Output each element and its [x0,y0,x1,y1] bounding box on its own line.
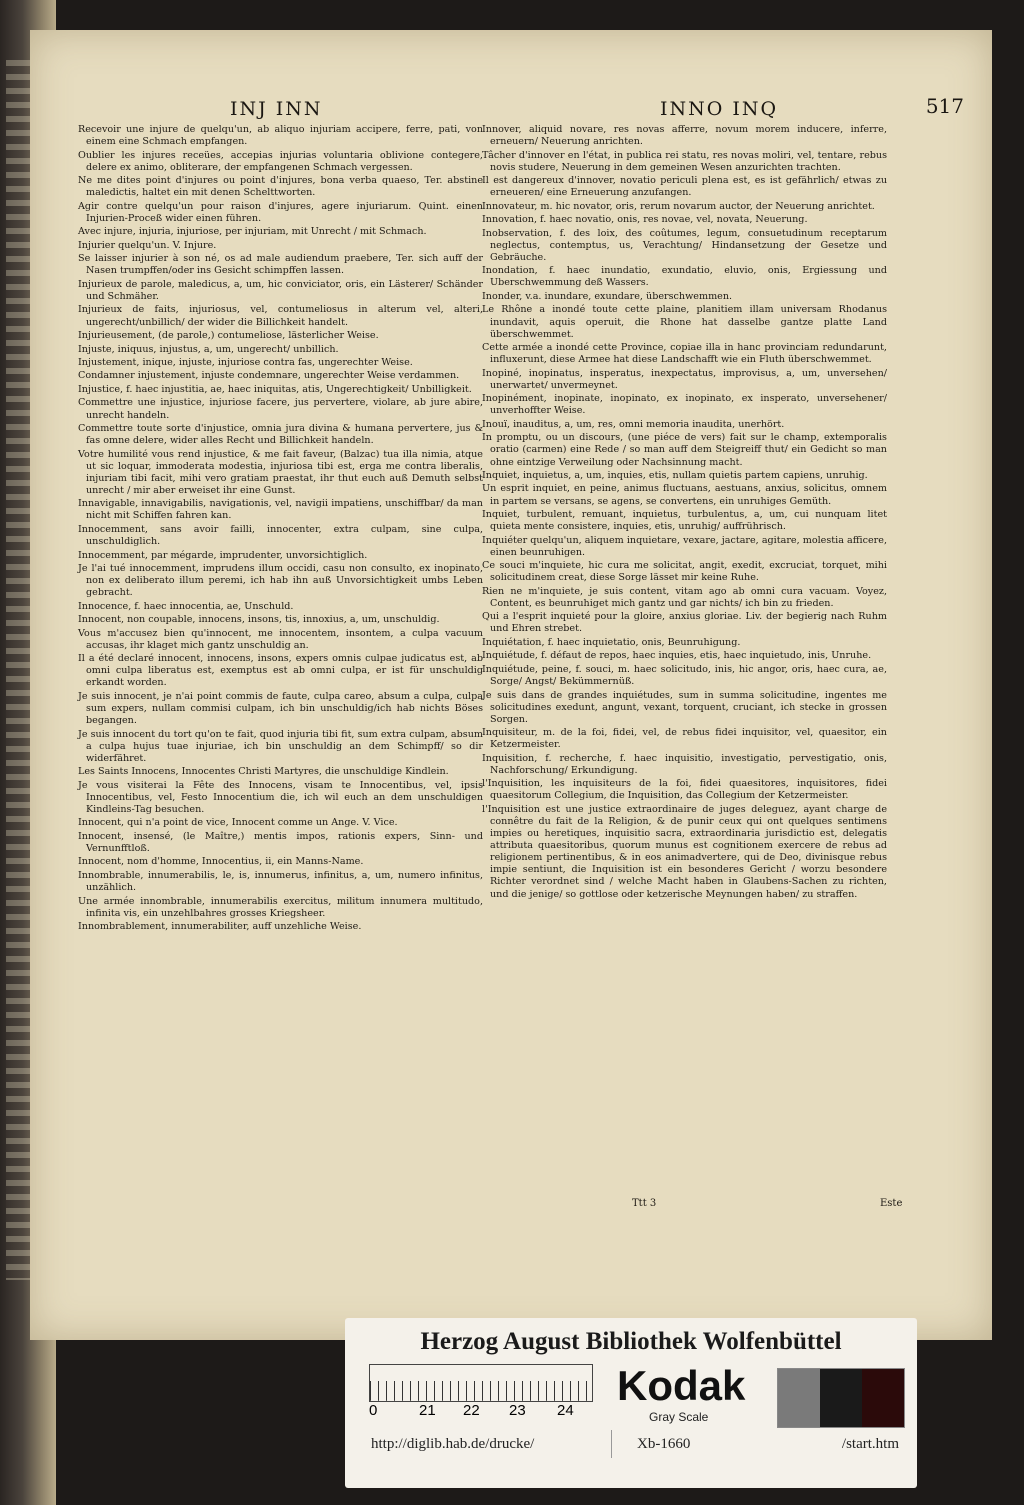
dictionary-entry: Innovateur, m. hic novator, oris, rerum novarum auctor, der Neuerung anrichtet. [482,200,875,212]
header-left-guide: INJ INN [230,98,323,120]
dictionary-entry: Ne me dites point d'injures ou point d'injures, bona verba quaeso, Ter. abstine maledictis, haltet ein mit denen Schelttworten. [78,175,483,199]
library-title: Herzog August Bibliothek Wolfenbüttel [420,1328,842,1355]
page-number: 517 [925,94,964,118]
start-path: /start.htm [841,1436,899,1452]
dictionary-entry: Je suis innocent du tort qu'on te fait, quod injuria tibi fit, sum extra culpam, absum a culpa hujus tuae injuriae, ich bin unschuldig an dem Schimpff/ so dir widerfähret. [78,728,483,764]
gray-scale-label: Gray Scale [649,1410,709,1424]
header-right-guide: INNO INQ [660,98,779,120]
dictionary-entry: Innocent, insensé, (le Maître,) mentis impos, rationis expers, Sinn- und Vernunfftloß. [78,830,483,854]
dictionary-entry: Innocent, non coupable, innocens, insons, tis, innoxius, a, um, unschuldig. [78,614,440,626]
dictionary-entry: Injuste, iniquus, injustus, a, um, ungerecht/ unbillich. [78,343,339,355]
dictionary-entry: Injurieusement, (de parole,) contumeliose, lästerlicher Weise. [78,330,379,342]
scale-number: 24 [557,1402,574,1419]
dictionary-entry: Rien ne m'inquiete, je suis content, vitam ago ab omni cura vacuam. Voyez, Content, es beunruhiget mich gantz und gar nichts/ ich bin zu frieden. [482,585,887,609]
dictionary-entry: Je suis dans de grandes inquiétudes, sum in summa solicitudine, ingentes me solicitudines exedunt, angunt, vexant, torquent, cruciant, ich stecke in grossen Sorgen. [482,689,887,725]
dictionary-entry: l'Inquisition est une justice extraordinaire de juges deleguez, ayant charge de connêtre du fait de la Religion, & de punir ceux qui ont quelques sentimens impies ou heretiques, inquisitio sacra, extraordinaria jurisdictio est, delegatis attributa quaesitoribus, quorum munus est cognitionem exercere de rebus ad religionem pertinentibus, & in eos animadvertere, qui de Deo, divinisque rebus impie sentiunt, die Inquisition ist ein besonderes Gericht / worzu besondere Richter verordnet sind / welche Macht haben in Glaubens-Sachen zu richten, und die jenige/ so gottlose oder ketzerische Meynungen haben/ zu straffen. [482,803,887,900]
scale-number: 21 [419,1402,436,1419]
dictionary-entry: Les Saints Innocens, Innocentes Christi Martyres, die unschuldige Kindlein. [78,766,449,778]
dictionary-entry: Il est dangereux d'innover, novatio periculi plena est, es ist gefährlich/ etwas zu erneueren/ eine Erneuerung anzufangen. [482,175,887,199]
dictionary-entry: Tâcher d'innover en l'état, in publica rei statu, res novas moliri, vel, tentare, rebus novis studere, Neuerung in dem gemeinen Wesen anzurichten trachten. [482,149,887,173]
dictionary-entry: Injurieux de faits, injuriosus, vel, contumeliosus in alterum vel, alteri, ungerecht/unbillich/ der wider die Billichkeit handelt. [78,304,483,328]
dictionary-entry: Inopiné, inopinatus, insperatus, inexpectatus, improvisus, a, um, unversehen/ unerwartet/ unvermeynet. [482,367,887,391]
dictionary-entry: Inquisiteur, m. de la foi, fidei, vel, de rebus fidei inquisitor, vel, quaesitor, ein Ketzermeister. [482,727,887,751]
dictionary-entry: Inquisition, f. recherche, f. haec inquisitio, investigatio, pervestigatio, onis, Nachforschung/ Erkundigung. [482,752,887,776]
scale-number: 0 [369,1402,378,1419]
dictionary-entry: Injurier quelqu'un. V. Injure. [78,239,217,251]
signature-mark: Ttt 3 [632,1198,657,1209]
dictionary-entry: Un esprit inquiet, en peine, animus fluctuans, aestuans, anxius, solicitus, omnem in partem se versans, se agens, se convertens, ein unruhiges Gemüth. [482,483,887,507]
digitization-target [345,1318,917,1488]
gray-patch [778,1369,820,1427]
scale-ruler [369,1364,593,1402]
dictionary-entry: Je vous visiterai la Fête des Innocens, visam te Innocentibus, vel, ipsis Innocentibus, vel, Festo Innocentium die, ich wil euch an dem unschuldigen Kindleins-Tag besuchen. [78,779,483,815]
dictionary-entry: Innover, aliquid novare, res novas afferre, novum morem inducere, inferre, erneuern/ Neuerung anrichten. [482,124,887,148]
dictionary-entry: Innocence, f. haec innocentia, ae, Unschuld. [78,600,294,612]
dictionary-entry: Injustice, f. haec injustitia, ae, haec iniquitas, atis, Ungerechtigkeit/ Unbilligkeit. [78,383,472,395]
separator [611,1430,612,1458]
scale-number: 22 [463,1402,480,1419]
gray-patches [777,1368,905,1428]
dictionary-entry: Agir contre quelqu'un pour raison d'injures, agere injuriarum. Quint. einen Injurien-Proceß wider einen führen. [78,200,483,224]
dictionary-entry: Ce souci m'inquiete, hic cura me solicitat, angit, exedit, excruciat, torquet, mihi solicitudinem creat, diese Sorge lässet mir keine Ruhe. [482,560,887,584]
dictionary-entry: Injurieux de parole, maledicus, a, um, hic conviciator, oris, ein Lästerer/ Schänder und Schmäher. [78,278,483,302]
gray-patch [862,1369,904,1427]
dictionary-entry: Inquiet, turbulent, remuant, inquietus, turbulentus, a, um, cui nunquam litet quieta mente consistere, inquies, etis, unruhig/ auffrührisch. [482,509,887,533]
dictionary-entry: Recevoir une injure de quelqu'un, ab aliquo injuriam accipere, ferre, pati, von einem eine Schmach empfangen. [78,124,483,148]
kodak-logo: Kodak [617,1362,746,1409]
dictionary-entry: Inonder, v.a. inundare, exundare, überschwemmen. [482,290,733,302]
dictionary-entry: Je suis innocent, je n'ai point commis de faute, culpa careo, absum a culpa, culpa sum expers, nullam commisi culpam, ich bin unschuldig/ich hab nichts Böses begangen. [78,690,483,727]
dictionary-entry: Injustement, inique, injuste, injuriose contra fas, ungerechter Weise. [78,356,413,368]
dictionary-entry: Oublier les injures receües, accepias injurias voluntaria oblivione contegere, delere ex animo, obliterare, der empfangenen Schmach vergessen. [78,149,483,173]
dictionary-entry: Innombrable, innumerabilis, le, is, innumerus, infinitus, a, um, numero infinitus, unzählich. [78,869,483,894]
dictionary-entry: Innocemment, sans avoir failli, innocenter, extra culpam, sine culpa, unschuldiglich. [78,523,483,548]
right-column [482,124,887,902]
dictionary-entry: Le Rhône a inondé toute cette plaine, planitiem illam universam Rhodanus inundavit, aquis operuit, die Rhone hat dasselbe gantze platte Land überschwemmet. [482,304,887,340]
dictionary-entry: Inquiétude, f. défaut de repos, haec inquies, etis, haec inquietudo, inis, Unruhe. [482,650,872,662]
dictionary-entry: In promptu, ou un discours, (une piéce de vers) fait sur le champ, extemporalis oratio (carmen) eine Rede / so man auff dem Steigreiff thut/ ein Gedicht so man ohne eintzige Verweilung oder Nachsinnung macht. [482,432,887,468]
dictionary-entry: Innombrablement, innumerabiliter, auff unzehliche Weise. [78,921,362,933]
dictionary-entry: Je l'ai tué innocemment, imprudens illum occidi, casu non consulto, ex inopinato, non ex deliberato illum peremi, ich hab ihn auß Unvorsichtigkeit umbs Leben gebracht. [78,563,483,599]
dictionary-entry: Inquiétation, f. haec inquietatio, onis, Beunruhigung. [482,636,741,648]
dictionary-entry: Commettre une injustice, injuriose facere, jus pervertere, violare, ab jure abire, unrecht handeln. [78,397,483,421]
dictionary-entry: Inouï, inauditus, a, um, res, omni memoria inaudita, unerhört. [482,418,785,430]
dictionary-entry: Cette armée a inondé cette Province, copiae illa in hanc provinciam redundarunt, influxerunt, diese Armee hat diese Landschafft wie ein Fluth überschwemmet. [482,342,887,366]
dictionary-entry: Inobservation, f. des loix, des coûtumes, legum, consuetudinum receptarum neglectus, contemptus, us, Verachtung/ Hindansetzung der Gesetze und Gebräuche. [482,227,887,263]
catchword: Este [880,1198,903,1209]
dictionary-entry: Se laisser injurier à son né, os ad male audiendum praebere, Ter. sich auff der Nasen trumpffen/oder ins Gesicht schimpffen lassen. [78,253,483,277]
dictionary-entry: Condamner injustement, injuste condemnare, ungerechter Weise verdammen. [78,370,460,382]
dictionary-entry: Avec injure, injuria, injuriose, per injuriam, mit Unrecht / mit Schmach. [78,226,427,238]
dictionary-entry: Inquiet, inquietus, a, um, inquies, etis, nullam quietis partem capiens, unruhig. [482,470,868,481]
gray-patch [820,1369,862,1427]
scale-number: 23 [509,1402,526,1419]
dictionary-entry: Innocent, nom d'homme, Innocentius, ii, ein Manns-Name. [78,856,364,868]
dictionary-entry: Innocent, qui n'a point de vice, Innocent comme un Ange. V. Vice. [78,817,398,829]
dictionary-entry: Il a été declaré innocent, innocens, insons, expers omnis culpae judicatus est, ab omni culpa liberatus est, exemptus est ab omni culpa, er ist für unschuldig erkandt worden. [78,653,483,689]
dictionary-entry: Commettre toute sorte d'injustice, omnia jura divina & humana pervertere, jus & fas omne delere, wider alles Recht und Billichkeit handeln. [78,423,483,447]
dictionary-entry: Votre humilité vous rend injustice, & me fait faveur, (Balzac) tua illa nimia, atque ut sic loquar, immoderata modestia, injuriosa tibi est, erga me contra liberalis, injuriam tibi facit, mihi vero gratiam praestat, ihr thut euch auß Demuth selbst unrecht / mir aber erweiset ihr eine Gunst. [78,448,483,496]
dictionary-entry: Une armée innombrable, innumerabilis exercitus, militum innumera multitudo, infinita vis, ein unzehlbahres grosses Kriegsheer. [78,895,483,919]
dictionary-entry: Inopinément, inopinate, inopinato, ex inopinato, ex insperato, unversehener/ unverhoffter Weise. [482,393,887,417]
dictionary-entry: Innovation, f. haec novatio, onis, res novae, vel, novata, Neuerung. [482,214,808,226]
dictionary-entry: l'Inquisition, les inquisiteurs de la foi, fidei quaesitores, inquisitores, fidei quaesitorum Collegium, die Inquisition, das Collegium der Ketzermeister. [482,778,887,802]
dictionary-entry: Qui a l'esprit inquieté pour la gloire, anxius gloriae. Liv. der begierig nach Ruhm und Ehren strebet. [482,611,887,635]
library-url: http://diglib.hab.de/drucke/ [371,1436,535,1452]
dictionary-entry: Vous m'accusez bien qu'innocent, me innocentem, insontem, a culpa vacuum accusas, ihr klaget mich gantz unschuldig an. [78,627,483,651]
dictionary-entry: Innavigable, innavigabilis, navigationis, vel, navigii impatiens, unschiffbar/ da man nicht mit Schiffen fahren kan. [78,498,483,522]
dictionary-entry: Inquiétude, peine, f. souci, m. haec solicitudo, inis, hic angor, oris, haec cura, ae, Sorge/ Angst/ Bekümmernüß. [482,663,887,688]
left-column [78,124,483,935]
dictionary-entry: Inquiéter quelqu'un, aliquem inquietare, vexare, jactare, agitare, molestia afficere, einen beunruhigen. [482,534,887,558]
dictionary-entry: Inondation, f. haec inundatio, exundatio, eluvio, onis, Ergiessung und Uberschwemmung deß Wassers. [482,265,887,289]
page-header [60,72,964,120]
dictionary-entry: Innocemment, par mégarde, imprudenter, unvorsichtiglich. [78,549,368,561]
shelfmark: Xb-1660 [637,1436,691,1452]
